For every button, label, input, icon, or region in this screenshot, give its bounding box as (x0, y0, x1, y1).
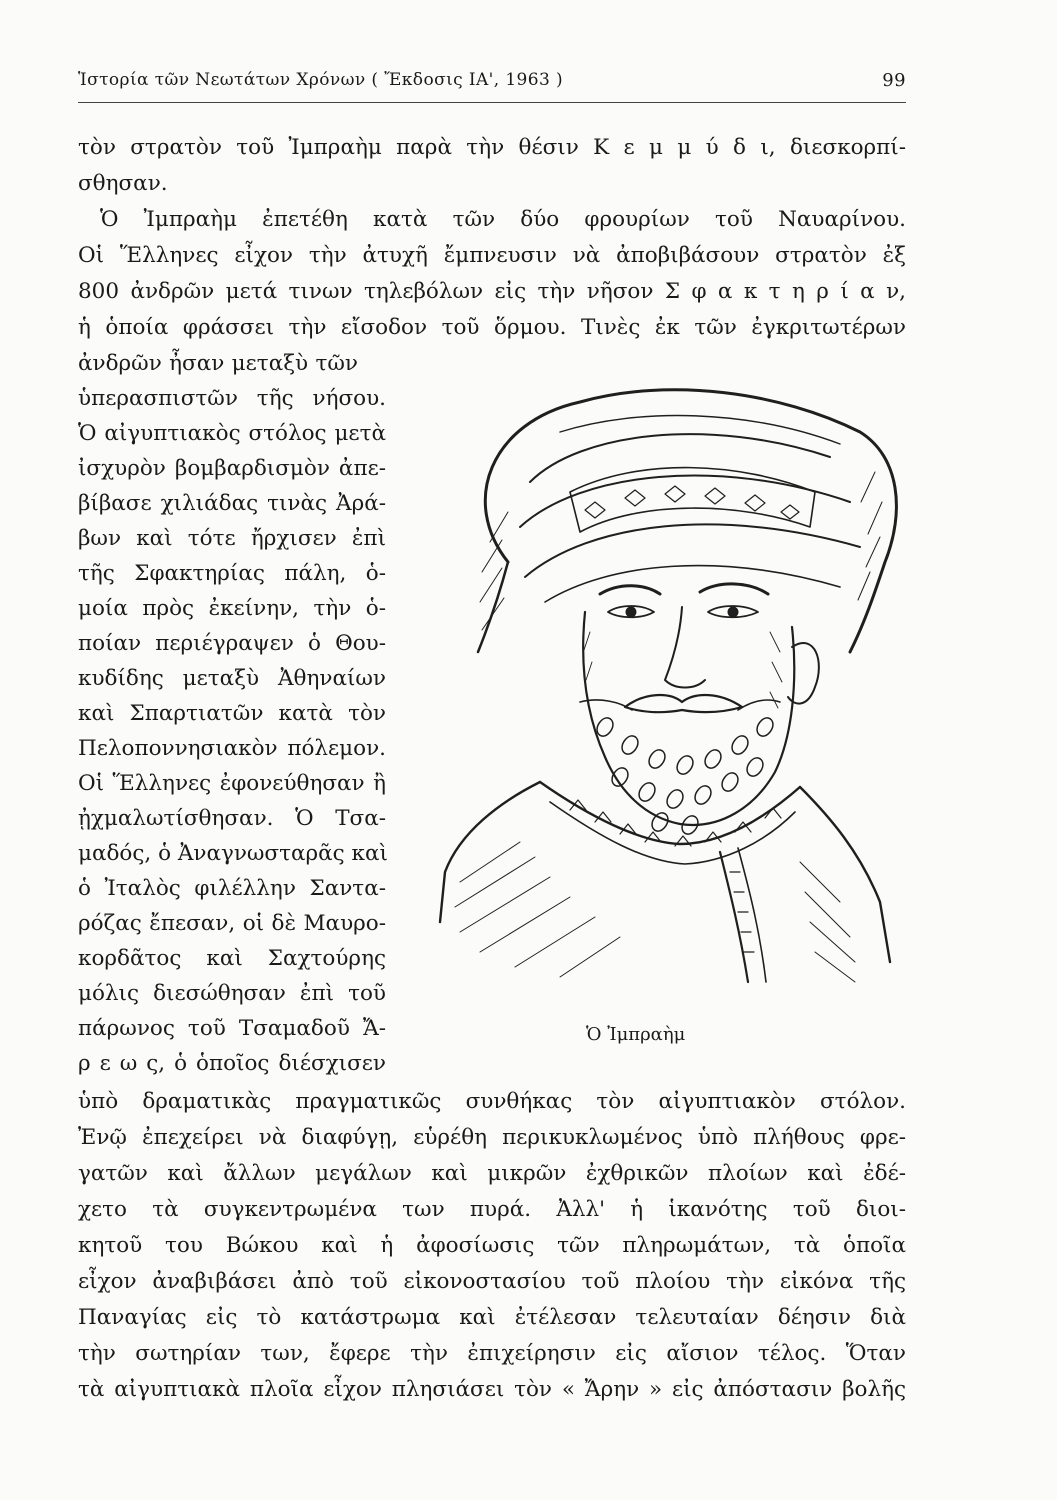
text-line: χετο τὰ συγκεντρωμένα των πυρά. Ἀλλ' ἡ ἱκανότης τοῦ διοι- (78, 1197, 906, 1222)
text-line: μαδός, ὁ Ἀναγνωσταρᾶς καὶ (78, 841, 388, 866)
running-header (78, 66, 906, 100)
text-line: καὶ Σπαρτιατῶν κατὰ τὸν (78, 701, 386, 726)
text-line: πάρωνος τοῦ Τσαμαδοῦ Ἄ- (78, 1016, 386, 1041)
text-line: ρόζας ἔπεσαν, οἱ δὲ Μαυρο- (78, 911, 386, 936)
portrait-engraving (420, 362, 910, 1002)
text-line: ἀνδρῶν ἦσαν μεταξὺ τῶν (78, 351, 358, 376)
text-line: ὑπερασπιστῶν τῆς νήσου. (78, 386, 386, 411)
text-line: 800 ἀνδρῶν μετά τινων τηλεβόλων εἰς τὴν νῆσον Σ φ α κ τ η ρ ί α ν, (78, 279, 906, 304)
header-rule (78, 102, 906, 103)
text-line: τῆς Σφακτηρίας πάλη, ὁ- (78, 561, 386, 586)
text-line: Οἱ Ἕλληνες ἐφονεύθησαν ἢ (78, 771, 386, 796)
text-line: ἰσχυρὸν βομβαρδισμὸν ἀπε- (78, 456, 386, 481)
text-line: κορδᾶτος καὶ Σαχτούρης (78, 946, 386, 971)
text-line: Ὁ αἰγυπτιακὸς στόλος μετὰ (78, 421, 386, 446)
text-line: σθησαν. (78, 171, 168, 196)
text-line: Οἱ Ἕλληνες εἶχον τὴν ἀτυχῆ ἔμπνευσιν νὰ ἀποβιβάσουν στρατὸν ἐξ (78, 243, 906, 268)
text-line: βων καὶ τότε ἤρχισεν ἐπὶ (78, 526, 386, 551)
text-line: τὴν σωτηρίαν των, ἔφερε τὴν ἐπιχείρησιν εἰς αἴσιον τέλος. Ὅταν (78, 1341, 906, 1366)
text-line: τὸν στρατὸν τοῦ Ἰμπραὴμ παρὰ τὴν θέσιν Κ ε μ μ ύ δ ι, διεσκορπί- (78, 135, 906, 160)
figure-caption: Ὁ Ἰμπραὴμ (586, 1024, 686, 1045)
text-line: Παναγίας εἰς τὸ κατάστρωμα καὶ ἐτέλεσαν τελευταίαν δέησιν διὰ (78, 1305, 906, 1330)
text-line: γατῶν καὶ ἄλλων μεγάλων καὶ μικρῶν ἐχθρικῶν πλοίων καὶ ἐδέ- (78, 1161, 906, 1186)
text-line: βίβασε χιλιάδας τινὰς Ἀρά- (78, 491, 386, 516)
text-line: κυδίδης μεταξὺ Ἀθηναίων (78, 666, 386, 691)
text-line: εἶχον ἀναβιβάσει ἀπὸ τοῦ εἰκονοστασίου τοῦ πλοίου τὴν εἰκόνα τῆς (78, 1269, 906, 1294)
page-number: 99 (882, 70, 906, 91)
text-line: ποίαν περιέγραψεν ὁ Θου- (78, 631, 386, 656)
text-line: τὰ αἰγυπτιακὰ πλοῖα εἶχον πλησιάσει τὸν « Ἄρην » εἰς ἀπόστασιν βολῆς (78, 1377, 906, 1402)
text-line: ὑπὸ δραματικὰς πραγματικῶς συνθήκας τὸν αἰγυπτιακὸν στόλον. (78, 1089, 906, 1114)
text-line: Ὁ Ἰμπραὴμ ἐπετέθη κατὰ τῶν δύο φρουρίων τοῦ Ναυαρίνου. (100, 207, 906, 232)
text-line: ᾐχμαλωτίσθησαν. Ὁ Τσα- (78, 806, 386, 831)
running-title: Ἱστορία τῶν Νεωτάτων Χρόνων ( Ἔκδοσις ΙΑ', 1963 ) (78, 70, 564, 90)
text-line: ὁ Ἰταλὸς φιλέλλην Σαντα- (78, 876, 386, 901)
text-line: ρ ε ω ς, ὁ ὁποῖος διέσχισεν (78, 1051, 386, 1076)
text-line: μοία πρὸς ἐκείνην, τὴν ὁ- (78, 596, 386, 621)
text-line: ἡ ὁποία φράσσει τὴν εἴσοδον τοῦ ὅρμου. Τινὲς ἐκ τῶν ἐγκριτωτέρων (78, 315, 906, 340)
text-line: Ἐνῷ ἐπεχείρει νὰ διαφύγῃ, εὑρέθη περικυκλωμένος ὑπὸ πλήθους φρε- (78, 1125, 906, 1150)
text-line: Πελοποννησιακὸν πόλεμον. (78, 736, 386, 761)
text-line: κητοῦ του Βώκου καὶ ἡ ἀφοσίωσις τῶν πληρωμάτων, τὰ ὁποῖα (78, 1233, 906, 1258)
text-line: μόλις διεσώθησαν ἐπὶ τοῦ (78, 981, 386, 1006)
